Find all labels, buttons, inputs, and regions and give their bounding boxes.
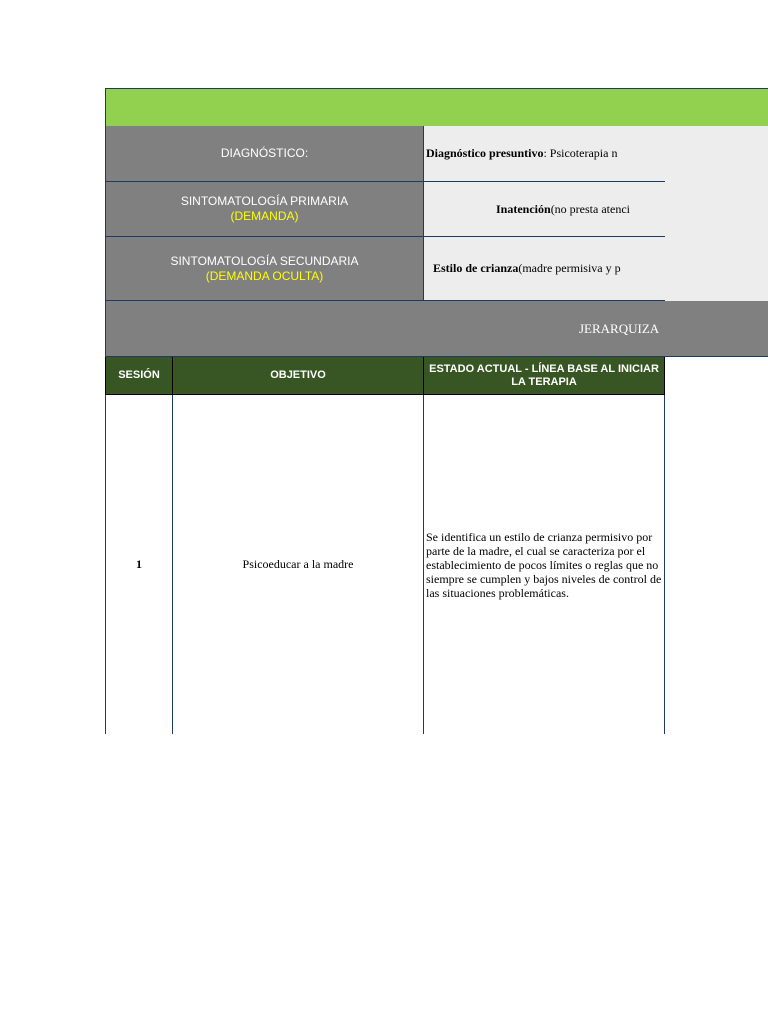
sintomatologia-secundaria-label: SINTOMATOLOGÍA SECUNDARIA: [170, 253, 359, 268]
sintomatologia-secundaria-sub: (DEMANDA OCULTA): [205, 268, 324, 283]
sintomatologia-primaria-label-cell: [105, 182, 424, 237]
header-estado-actual-label: ESTADO ACTUAL - LÍNEA BASE AL INICIAR LA TERAPIA: [429, 362, 659, 388]
right-panel-extension: [665, 126, 768, 301]
table-row-sesion: [105, 395, 173, 734]
diagnostico-value-bold: Diagnóstico presuntivo: [426, 146, 544, 160]
diagnostico-value-rest: : Psicoterapia n: [543, 146, 618, 160]
sesion-number: 1: [136, 557, 142, 571]
diagnostico-label: DIAGNÓSTICO:: [220, 146, 309, 160]
sintomatologia-primaria-sub: (DEMANDA): [230, 209, 299, 223]
header-sesion: [105, 357, 173, 395]
header-objetivo: [173, 357, 424, 395]
sintomatologia-primaria-value-cell: [424, 182, 665, 237]
header-sesion-label: SESIÓN: [118, 369, 160, 381]
sintomatologia-primaria-label: SINTOMATOLOGÍA PRIMARIA: [180, 194, 349, 208]
sintomatologia-primaria-value-rest: (no presta atenci: [550, 201, 630, 216]
sintomatologia-secundaria-value-rest: (madre permisiva y p: [518, 261, 621, 275]
jerarquizacion-title: JERARQUIZA: [579, 321, 660, 336]
title-bar: [105, 88, 768, 126]
header-estado-actual: [424, 357, 665, 395]
table-row-estado: [424, 395, 665, 734]
header-objetivo-label: OBJETIVO: [270, 369, 326, 381]
sintomatologia-primaria-value-bold: Inatención: [496, 201, 551, 216]
sintomatologia-secundaria-value-bold: Estilo de crianza: [433, 261, 519, 275]
table-row-objetivo: [173, 395, 424, 734]
estado-text: Se identifica un estilo de crianza permisivo por parte de la madre, el cual se caracteriza por el establecimiento de pocos límites o reglas que no siempre se cumplen y bajos niveles de control de las situaciones problemáticas.: [426, 529, 662, 600]
sintomatologia-secundaria-label-cell: [105, 237, 424, 301]
jerarquizacion-title-wrap: [559, 301, 768, 357]
diagnostico-label-cell: [105, 126, 424, 182]
objetivo-text: Psicoeducar a la madre: [242, 557, 354, 571]
sintomatologia-secundaria-value-cell: [424, 237, 665, 301]
diagnostico-value-cell: [424, 126, 665, 182]
